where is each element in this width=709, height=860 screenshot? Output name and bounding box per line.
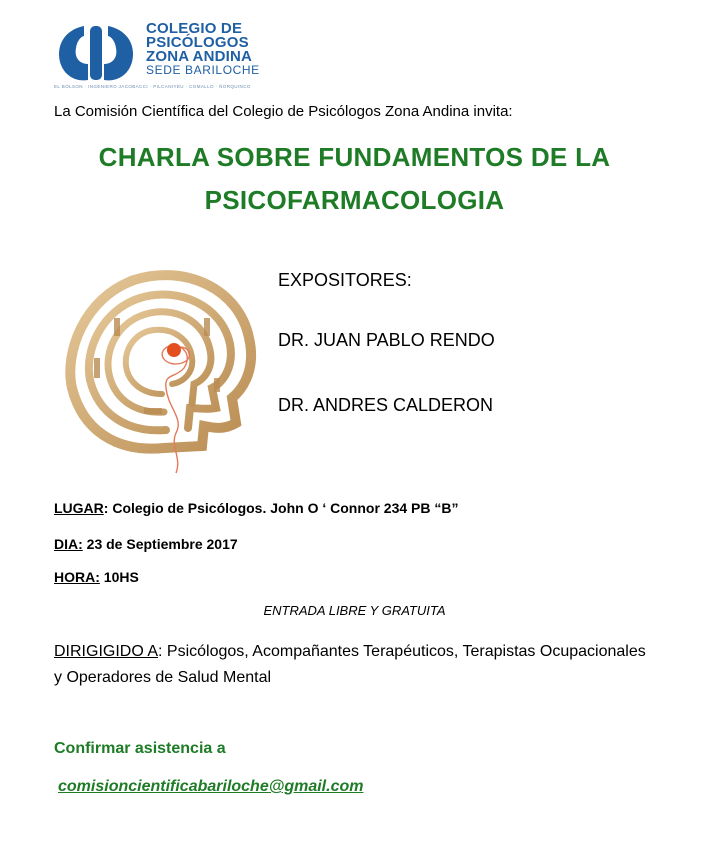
organization-logo [54, 18, 264, 98]
maze-head-illustration [54, 258, 264, 488]
speaker-name: DR. JUAN PABLO RENDO [278, 330, 495, 350]
logo-line-1: COLEGIO DE [146, 20, 243, 37]
audience-value: : Psicólogos, Acompañantes Terapéuticos, Terapistas Ocupacionales y Operadores de Salud Mental [54, 643, 646, 686]
rsvp-text: Confirmar asistencia a [54, 740, 226, 757]
logo-text [146, 22, 260, 77]
time-value: 10HS [99, 569, 139, 585]
logo-line-2: PSICÓLOGOS [146, 34, 249, 51]
talk-title-line-2: PSICOFARMACOLOGIA [204, 185, 505, 215]
audience-info [54, 639, 654, 691]
venue-value: : Colegio de Psicólogos. John O ‘ Connor 234 PB “B” [103, 500, 459, 516]
logo-line-4: SEDE BARILOCHE [146, 63, 260, 77]
speakers-label: EXPOSITORES: [278, 270, 412, 290]
logo-mark-icon [54, 22, 138, 84]
audience-label: DIRIGIGIDO A [54, 643, 159, 660]
venue-label: LUGAR [54, 500, 104, 516]
logo-towns: EL BOLSON · INGENIERO JACOBACCI · PILCANIYEU · COMALLO · ÑORQUINCO [54, 84, 251, 89]
venue-info [54, 500, 458, 516]
time-info [54, 569, 139, 585]
rsvp-email-link[interactable]: comisioncientificabariloche@gmail.com [58, 778, 364, 795]
date-label: DIA: [54, 536, 83, 552]
invite-text: La Comisión Científica del Colegio de Psicólogos Zona Andina invita: [54, 103, 513, 120]
speaker-name: DR. ANDRES CALDERON [278, 395, 494, 415]
date-info [54, 536, 238, 552]
date-value: 23 de Septiembre 2017 [82, 536, 238, 552]
talk-title-line-1: CHARLA SOBRE FUNDAMENTOS DE LA [98, 142, 611, 172]
time-label: HORA: [54, 569, 100, 585]
free-entry-note: ENTRADA LIBRE Y GRATUITA [263, 603, 446, 618]
logo-line-3: ZONA ANDINA [146, 48, 253, 65]
